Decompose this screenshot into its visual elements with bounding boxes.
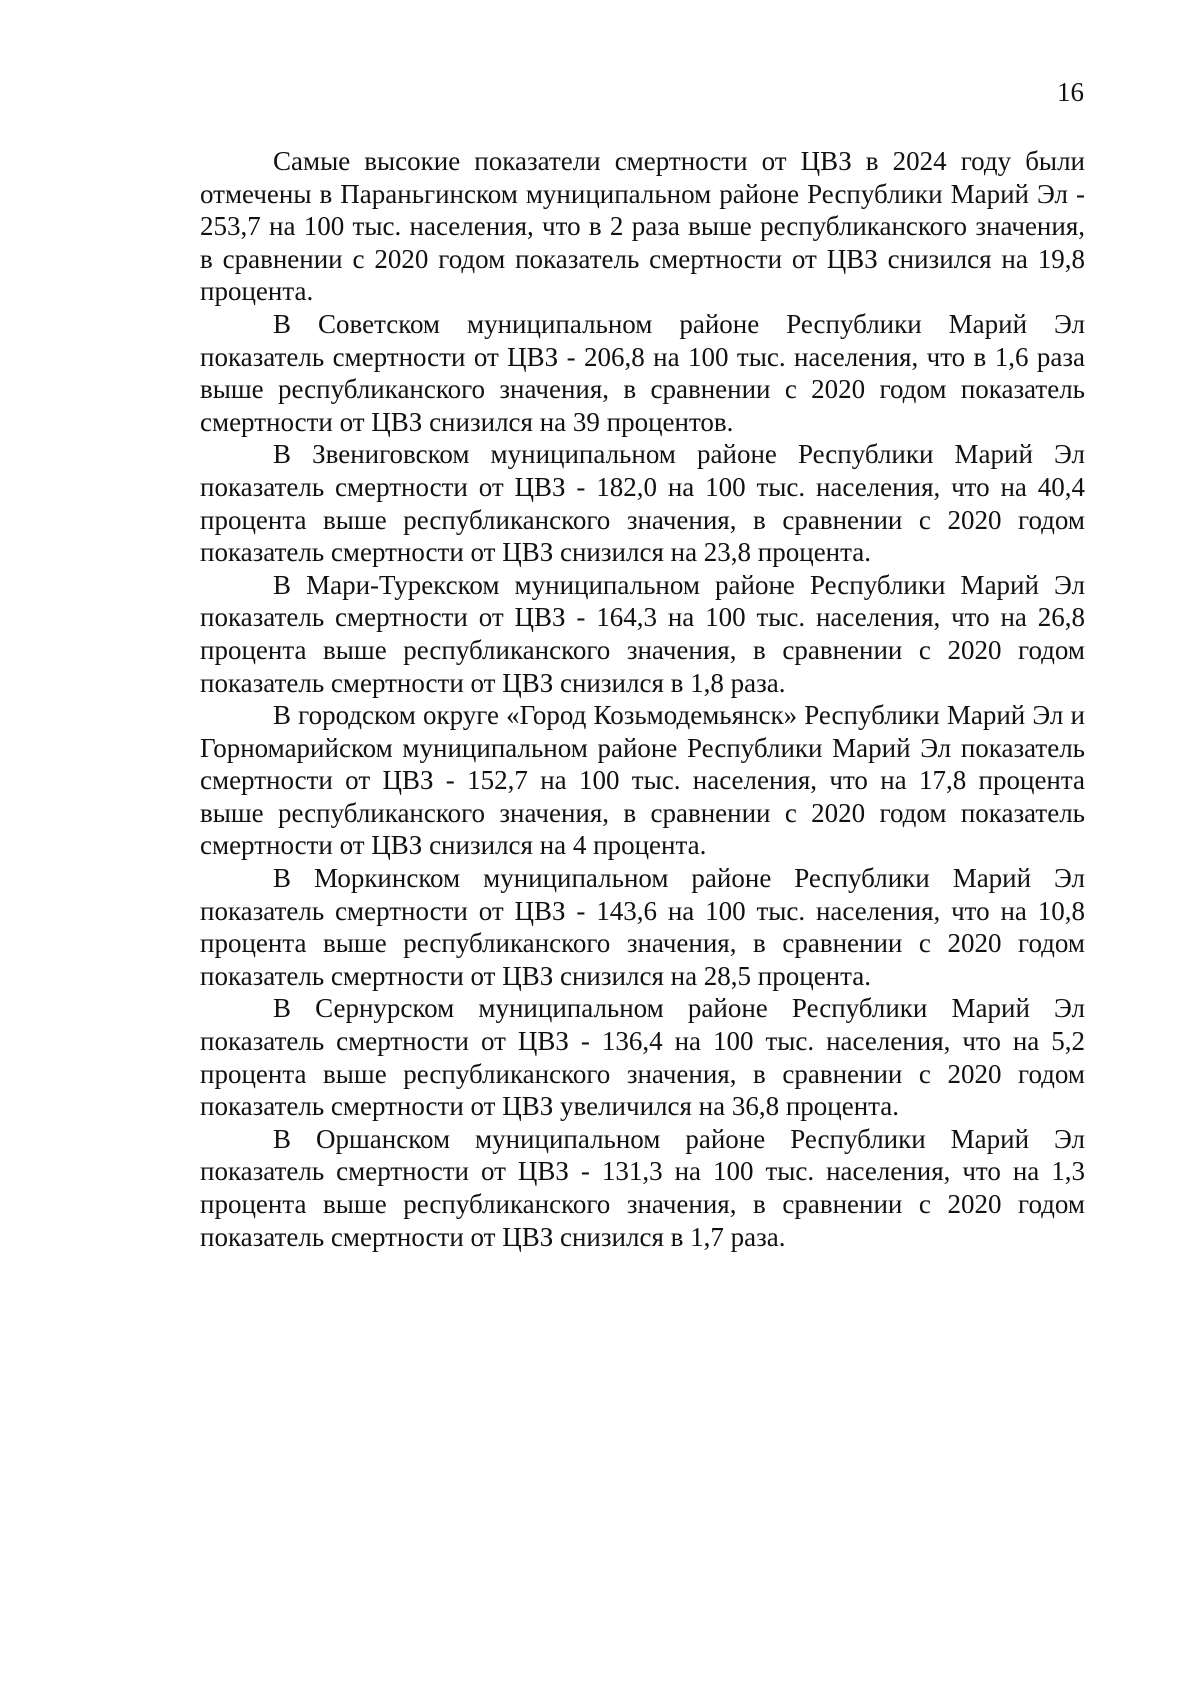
document-body (200, 145, 1085, 1253)
page-number: 16 (1057, 77, 1084, 107)
paragraph-kozmodemyansk: В городском округе «Город Козьмодемьянск» Республики Марий Эл и Горномарийском муниципальном районе Республики Марий Эл показатель смертности от ЦВЗ - 152,7 на 100 тыс. населения, что на 17,8 процента выше республиканского значения, в сравнении с 2020 годом показатель смертности от ЦВЗ снизился на 4 процента. (200, 700, 1085, 861)
paragraph-zvenigovo: В Звениговском муниципальном районе Республики Марий Эл показатель смертности от ЦВЗ - 182,0 на 100 тыс. населения, что на 40,4 процента выше республиканского значения, в сравнении с 2020 годом показатель смертности от ЦВЗ снизился на 23,8 процента. (200, 439, 1085, 568)
paragraph-mari-turek: В Мари-Турекском муниципальном районе Республики Марий Эл показатель смертности от ЦВЗ - 164,3 на 100 тыс. населения, что на 26,8 процента выше республиканского значения, в сравнении с 2020 годом показатель смертности от ЦВЗ снизился в 1,8 раза. (200, 569, 1085, 698)
paragraph-morki: В Моркинском муниципальном районе Республики Марий Эл показатель смертности от ЦВЗ - 143,6 на 100 тыс. населения, что на 10,8 процента выше республиканского значения, в сравнении с 2020 годом показатель смертности от ЦВЗ снизился на 28,5 процента. (200, 863, 1085, 991)
paragraph-sovetsky: В Советском муниципальном районе Республики Марий Эл показатель смертности от ЦВЗ - 206,8 на 100 тыс. населения, что в 1,6 раза выше республиканского значения, в сравнении с 2020 годом показатель смертности от ЦВЗ снизился на 39 процентов. (200, 308, 1085, 437)
paragraph-sernur: В Сернурском муниципальном районе Республики Марий Эл показатель смертности от ЦВЗ - 136,4 на 100 тыс. населения, что на 5,2 процента выше республиканского значения, в сравнении с 2020 годом показатель смертности от ЦВЗ увеличился на 36,8 процента. (200, 993, 1085, 1122)
paragraph-paranga: Самые высокие показатели смертности от ЦВЗ в 2024 году были отмечены в Параньгинском муниципальном районе Республики Марий Эл - 253,7 на 100 тыс. населения, что в 2 раза выше республиканского значения, в сравнении с 2020 годом показатель смертности от ЦВЗ снизился на 19,8 процента. (200, 146, 1085, 307)
paragraph-orsha: В Оршанском муниципальном районе Республики Марий Эл показатель смертности от ЦВЗ - 131,3 на 100 тыс. населения, что на 1,3 процента выше республиканского значения, в сравнении с 2020 годом показатель смертности от ЦВЗ снизился в 1,7 раза. (200, 1123, 1085, 1252)
